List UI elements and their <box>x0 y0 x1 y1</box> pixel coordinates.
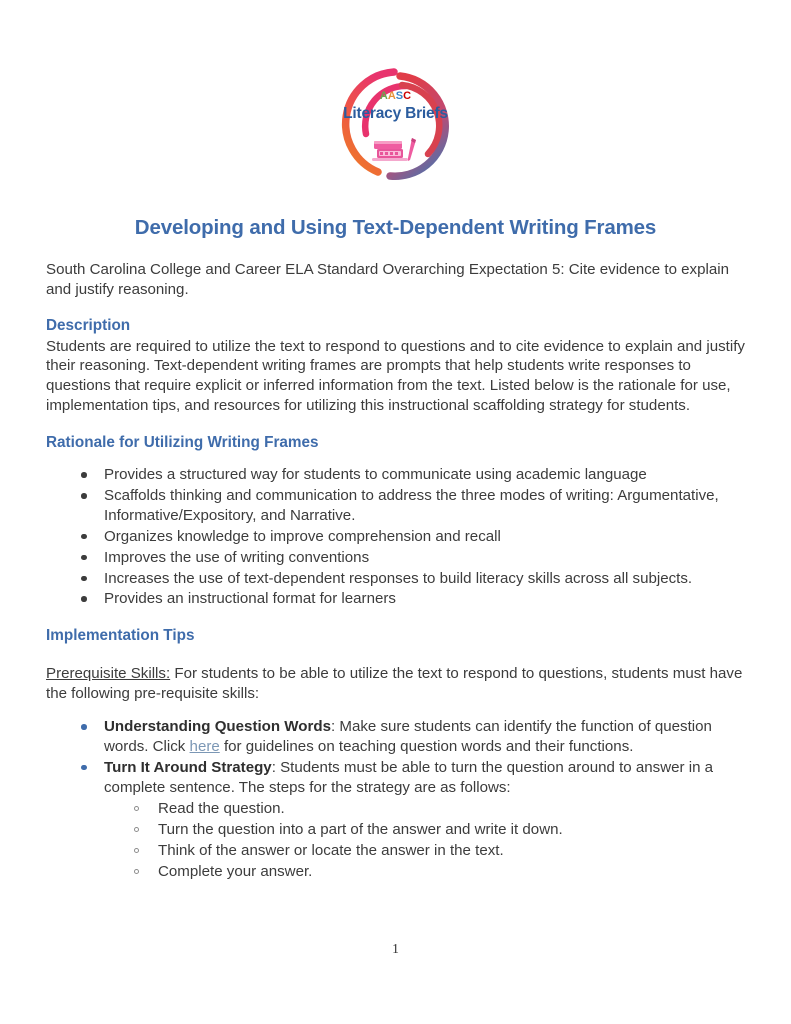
skill-text-before-link: : Make sure students can identify the function of question words. Click <box>104 718 712 756</box>
section-heading-rationale: Rationale for Utilizing Writing Frames <box>46 434 319 452</box>
list-item: Provides an instructional format for learners <box>80 589 745 609</box>
turn-it-around-steps-list <box>104 798 745 883</box>
list-item-turn-it-around-strategy <box>80 758 745 882</box>
section-heading-description: Description <box>46 317 131 335</box>
skill-text-after-link: for guidelines on teaching question words and their functions. <box>219 738 634 756</box>
list-item: Scaffolds thinking and communication to address the three modes of writing: Argumentative, Informative/Expository, and Narrative. <box>80 486 745 526</box>
list-item: Turn the question into a part of the answer and write it down. <box>132 819 745 840</box>
list-item: Improves the use of writing conventions <box>80 548 745 568</box>
list-item: Complete your answer. <box>132 861 745 882</box>
description-body: Students are required to utilize the text to respond to questions and to cite evidence to explain and justify their reasoning. Text-dependent writing frames are prompts that help students write responses to questions that require explicit or inferred information from the text. Listed below is the rationale for use, implementation tips, and resources for utilizing this instructional scaffolding strategy for students. <box>46 337 745 415</box>
list-item-understanding-question-words <box>80 717 745 757</box>
books-and-pen-icon <box>368 134 424 168</box>
list-item: Increases the use of text-dependent responses to build literacy skills across all subjects. <box>80 569 745 589</box>
prerequisite-skills-label: Prerequisite Skills: <box>46 665 171 683</box>
section-heading-implementation-tips: Implementation Tips <box>46 627 195 645</box>
skill-label: Turn It Around Strategy <box>104 758 272 776</box>
skill-text-before-link: : Students must be able to turn the question around to answer in a complete sentence. The steps for the strategy are as follows: <box>104 758 714 796</box>
prerequisite-skills-list <box>46 717 745 882</box>
standard-statement: South Carolina College and Career ELA Standard Overarching Expectation 5: Cite evidence to explain and justify reasoning. <box>46 260 729 298</box>
page-title: Developing and Using Text-Dependent Writing Frames <box>134 216 657 239</box>
aasc-literacy-briefs-logo <box>332 62 460 190</box>
prerequisite-skills-paragraph <box>46 664 745 704</box>
list-item: Organizes knowledge to improve comprehension and recall <box>80 527 745 547</box>
page-number: 1 <box>392 941 399 956</box>
list-item: Think of the answer or locate the answer in the text. <box>132 840 745 861</box>
logo-acronym: AASC <box>379 90 412 102</box>
skill-label: Understanding Question Words <box>104 718 331 736</box>
prerequisite-skills-body: For students to be able to utilize the text to respond to questions, students must have the following pre-requisite skills: <box>46 665 743 703</box>
logo-ring-icon <box>332 62 460 190</box>
logo-container <box>46 0 745 190</box>
logo-subtitle: Literacy Briefs <box>343 105 448 122</box>
list-item: Provides a structured way for students to communicate using academic language <box>80 465 745 485</box>
question-words-here-link[interactable]: here <box>189 738 220 756</box>
list-item: Read the question. <box>132 798 745 819</box>
rationale-list <box>46 465 745 609</box>
